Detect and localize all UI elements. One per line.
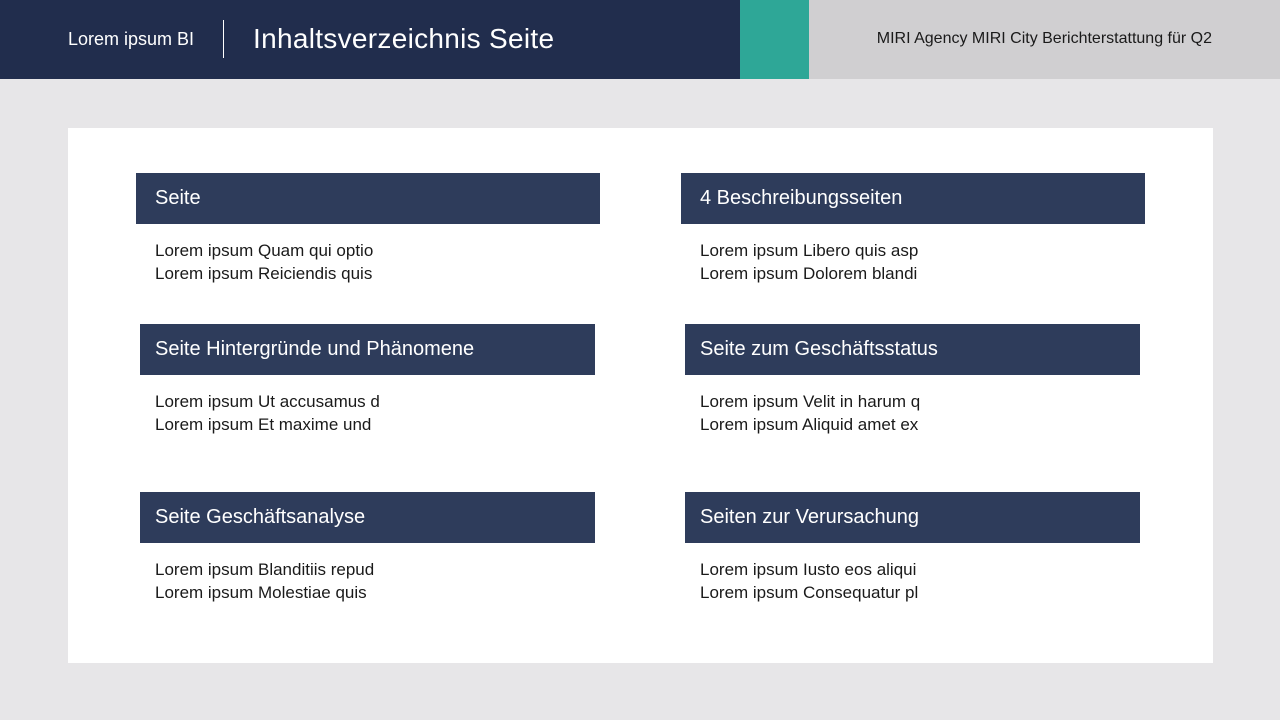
section-items — [155, 390, 380, 436]
header-divider — [223, 20, 224, 58]
section-header-geschaeftsanalyse[interactable] — [140, 492, 595, 543]
section-link[interactable]: Lorem ipsum Reiciendis quis — [155, 264, 373, 283]
toc-panel — [68, 128, 1213, 663]
section-items — [700, 239, 918, 285]
page-title: Inhaltsverzeichnis Seite — [253, 23, 555, 54]
brand-label: Lorem ipsum BI — [68, 29, 195, 49]
section-title: Seite Hintergründe und Phänomene — [155, 338, 475, 360]
header-bar — [0, 0, 1280, 79]
section-link[interactable]: Lorem ipsum Molestiae quis — [155, 583, 367, 602]
section-link[interactable]: Lorem ipsum Quam qui optio — [155, 241, 374, 260]
section-link[interactable]: Lorem ipsum Ut accusamus d — [155, 392, 380, 411]
section-header-hintergruende[interactable] — [140, 324, 595, 375]
section-link[interactable]: Lorem ipsum Et maxime und — [155, 415, 372, 434]
section-header-verursachung[interactable] — [685, 492, 1140, 543]
section-link[interactable]: Lorem ipsum Aliquid amet ex — [700, 415, 919, 434]
section-header-seite[interactable] — [136, 173, 600, 224]
section-title: 4 Beschreibungsseiten — [700, 187, 903, 209]
section-items — [155, 239, 373, 285]
section-link[interactable]: Lorem ipsum Velit in harum q — [700, 392, 921, 411]
report-subtitle: MIRI Agency MIRI City Berichterstattung für Q2 — [876, 30, 1212, 47]
header-accent-band — [740, 0, 809, 79]
section-title: Seite — [155, 187, 201, 209]
section-title: Seite zum Geschäftsstatus — [700, 338, 938, 360]
section-link[interactable]: Lorem ipsum Iusto eos aliqui — [700, 560, 917, 579]
section-items — [155, 558, 374, 604]
section-link[interactable]: Lorem ipsum Consequatur pl — [700, 583, 919, 602]
section-header-geschaeftsstatus[interactable] — [685, 324, 1140, 375]
section-items — [700, 558, 918, 604]
section-title: Seiten zur Verursachung — [700, 506, 920, 528]
section-items — [700, 390, 920, 436]
section-link[interactable]: Lorem ipsum Libero quis asp — [700, 241, 919, 260]
section-header-beschreibungsseiten[interactable] — [681, 173, 1145, 224]
section-link[interactable]: Lorem ipsum Blanditiis repud — [155, 560, 375, 579]
section-title: Seite Geschäftsanalyse — [155, 506, 366, 528]
section-link[interactable]: Lorem ipsum Dolorem blandi — [700, 264, 918, 283]
